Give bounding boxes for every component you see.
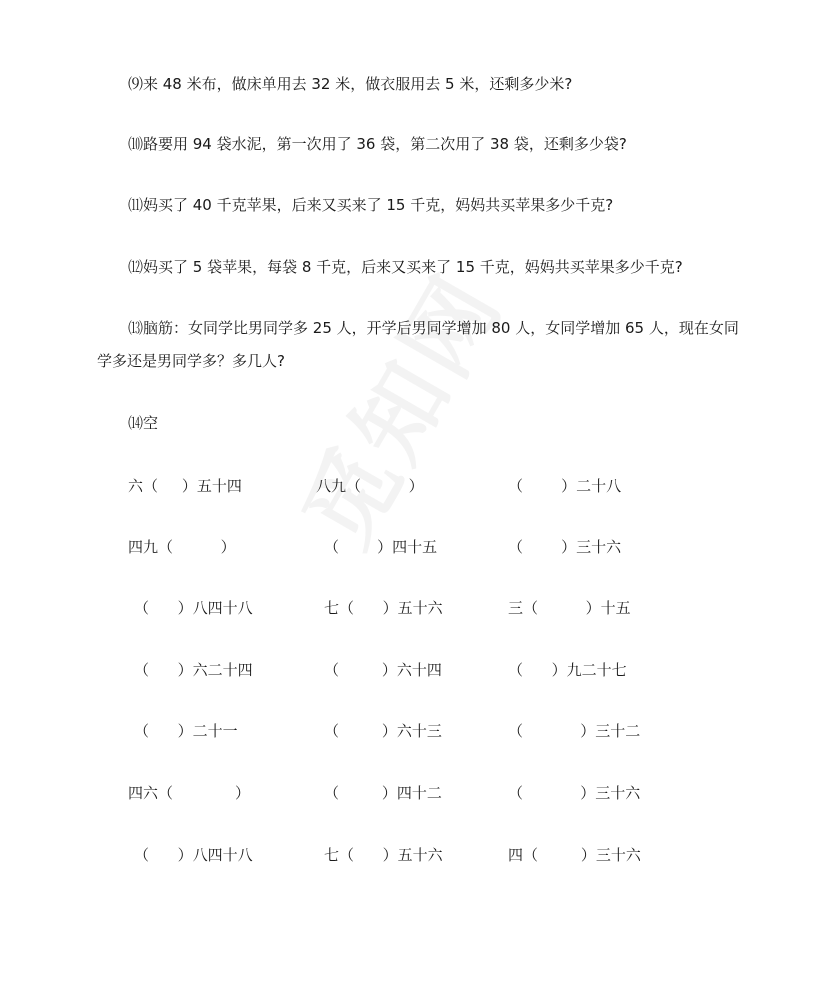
- problem-12: ⑿妈买了 5 袋苹果，每袋 8 千克，后来又买来了 15 千克，妈妈共买苹果多少千克?: [128, 258, 683, 276]
- problem-10: ⑽路要用 94 袋水泥，第一次用了 36 袋，第二次用了 38 袋，还剩多少袋?: [128, 135, 627, 153]
- grid-cell: （ ）四十二: [324, 784, 442, 802]
- grid-cell: （ ）六二十四: [134, 661, 253, 679]
- problem-13-line2: 学多还是男同学多？多几人?: [97, 352, 285, 370]
- grid-cell: 三（ ）十五: [508, 599, 631, 617]
- grid-cell: 四（ ）三十六: [508, 846, 641, 864]
- grid-cell: （ ）六十三: [324, 722, 442, 740]
- grid-cell: （ ）六十四: [324, 661, 442, 679]
- grid-cell: （ ）三十六: [508, 784, 641, 802]
- problem-11: ⑾妈买了 40 千克苹果，后来又买来了 15 千克，妈妈共买苹果多少千克?: [128, 196, 614, 214]
- grid-cell: （ ）八四十八: [134, 846, 253, 864]
- grid-cell: 八九（ ）: [316, 477, 424, 495]
- problem-14: ⒁空: [128, 414, 159, 432]
- grid-cell: 四九（ ）: [128, 538, 236, 556]
- grid-cell: （ ）三十六: [508, 538, 622, 556]
- watermark: [266, 246, 527, 567]
- grid-cell: 六（ ）五十四: [128, 477, 242, 495]
- problem-9: ⑼来 48 米布，做床单用去 32 米，做衣服用去 5 米，还剩多少米?: [128, 75, 573, 93]
- grid-cell: 四六（ ）: [128, 784, 250, 802]
- grid-cell: （ ）四十五: [324, 538, 438, 556]
- grid-cell: （ ）三十二: [508, 722, 641, 740]
- grid-cell: （ ）二十一: [134, 722, 238, 740]
- problem-13-line1: ⒀脑筋：女同学比男同学多 25 人，开学后男同学增加 80 人，女同学增加 65 人，现在女同: [128, 319, 739, 337]
- grid-cell: 七（ ）五十六: [324, 599, 443, 617]
- grid-cell: 七（ ）五十六: [324, 846, 443, 864]
- grid-cell: （ ）八四十八: [134, 599, 253, 617]
- grid-cell: （ ）九二十七: [508, 661, 627, 679]
- grid-cell: （ ）二十八: [508, 477, 622, 495]
